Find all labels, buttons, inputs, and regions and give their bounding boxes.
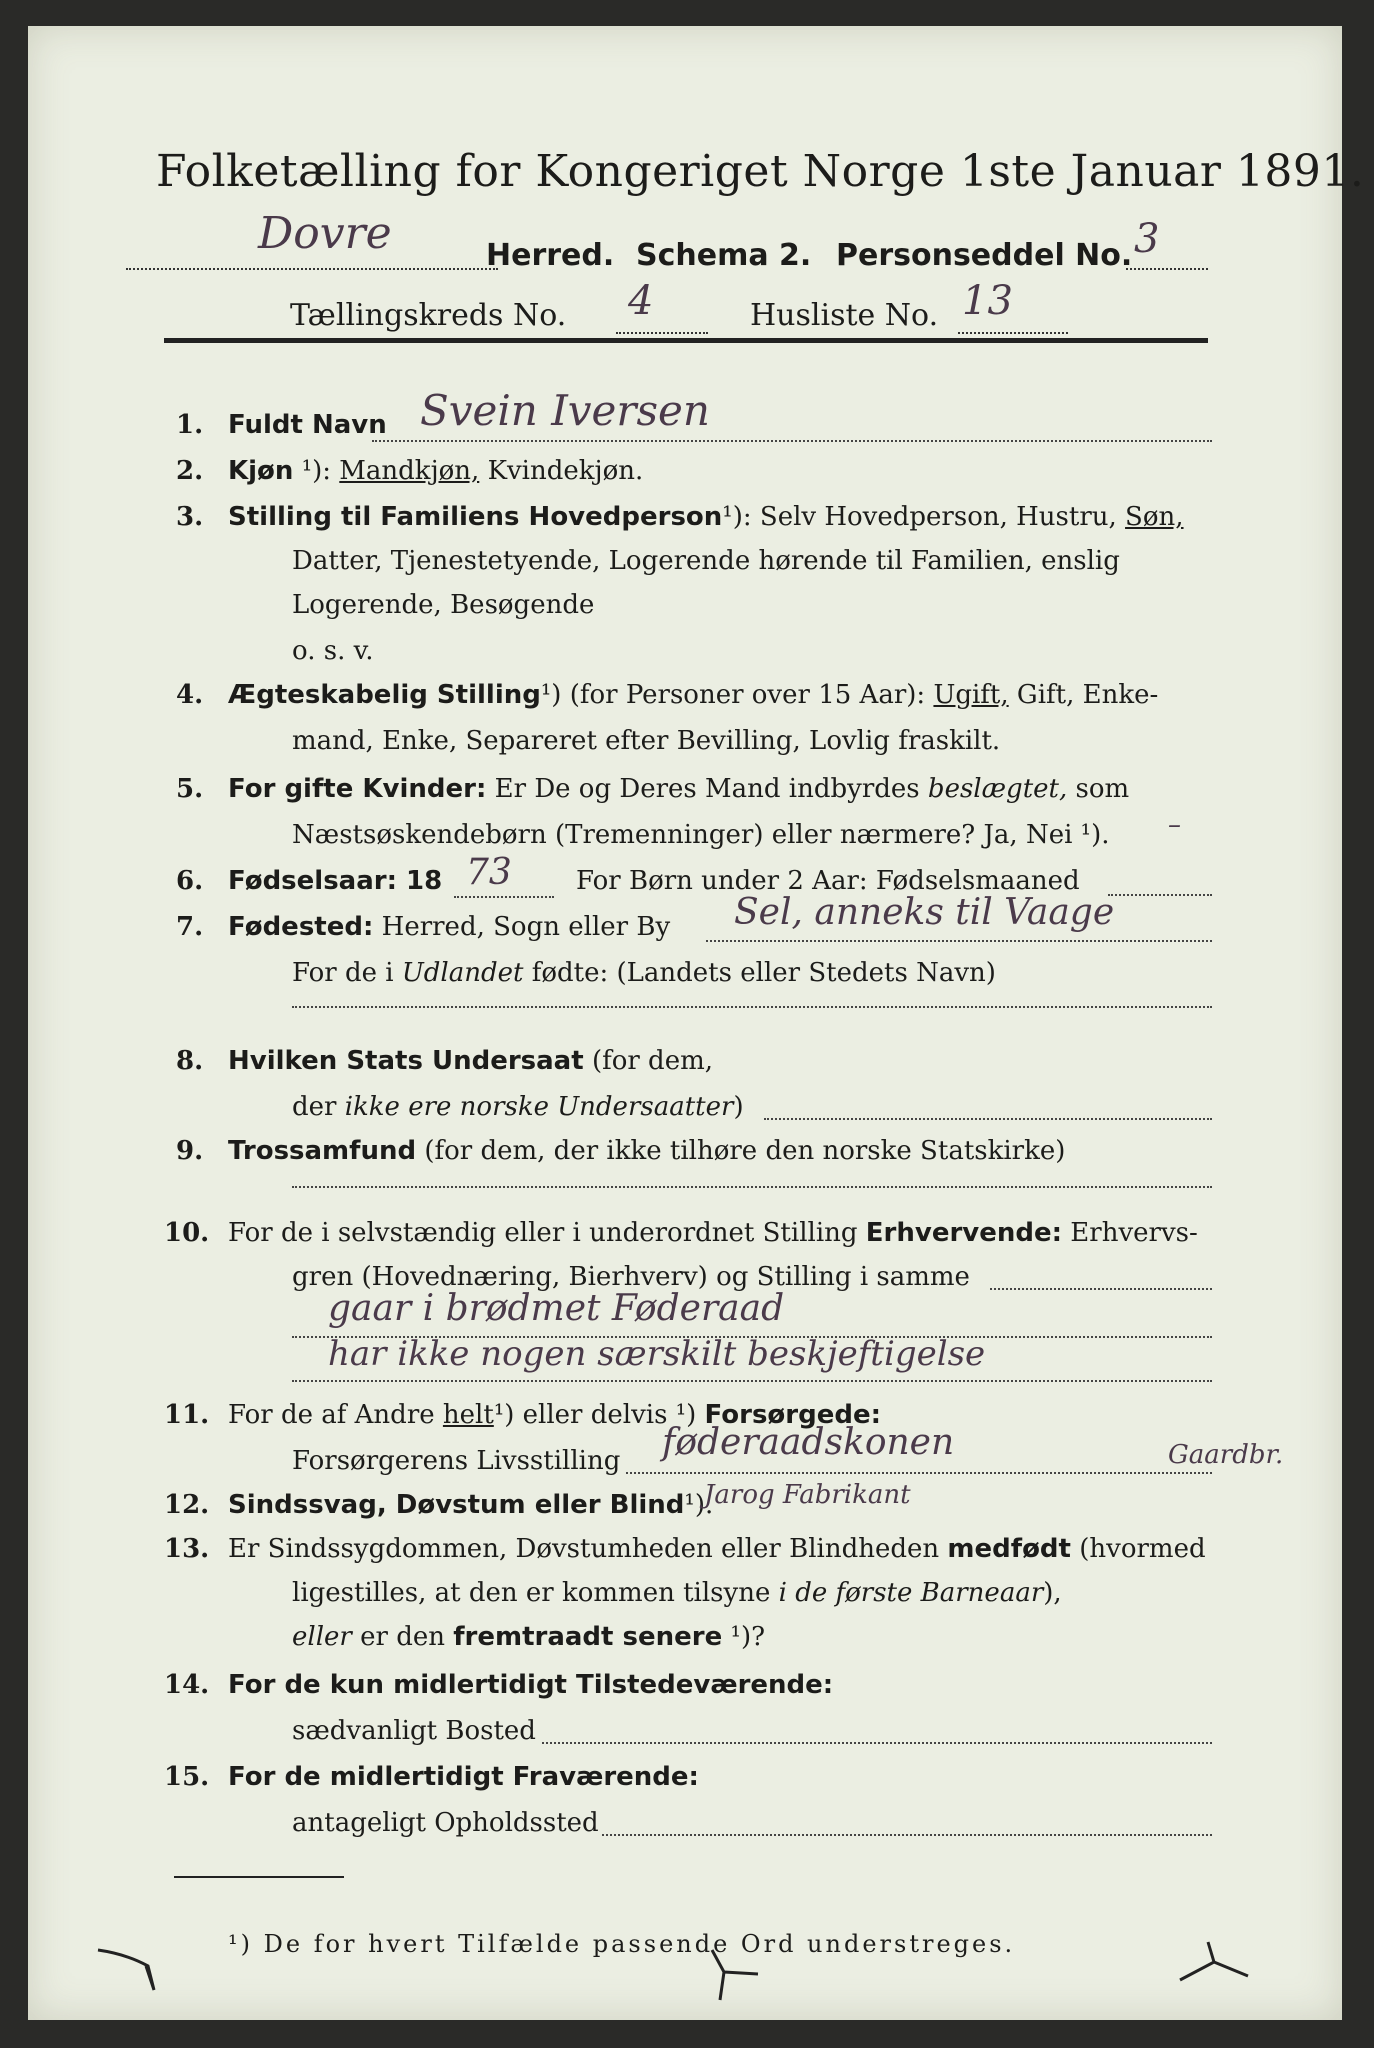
q15-label: For de midlertidigt Fraværende: — [228, 1762, 699, 1792]
form-title: Folketælling for Kongeriget Norge 1ste Januar 1891. — [156, 146, 1365, 197]
q3-row1 — [228, 502, 1184, 532]
q9-text: (for dem, der ikke tilhøre den norske Statskirke) — [424, 1136, 1066, 1166]
q4-label: Ægteskabelig Stilling — [228, 680, 541, 710]
q9-number: 9. — [176, 1136, 204, 1166]
q7-line2ital: Udlandet — [401, 958, 524, 988]
q11-line — [626, 1472, 1212, 1474]
q8-text: (for dem, — [591, 1046, 713, 1076]
q6-year-line — [454, 896, 554, 898]
q5-row1 — [228, 774, 1129, 804]
census-form — [28, 26, 1365, 2020]
q11-provider-value: føderaadskonen — [662, 1422, 955, 1463]
q11-label: Forsørgede: — [704, 1400, 881, 1430]
q10-text1: For de i selvstændig eller i underordnet Stilling — [228, 1218, 858, 1248]
q12-row1 — [228, 1490, 713, 1520]
q13-row3 — [292, 1622, 765, 1652]
q3-label: Stilling til Familiens Hovedperson — [228, 502, 723, 532]
q10-number: 10. — [164, 1218, 210, 1248]
q10-line-c — [292, 1380, 1212, 1382]
kreds-field — [616, 278, 708, 334]
q8-row1 — [228, 1046, 713, 1076]
header-rule — [164, 338, 1208, 343]
q9-row1 — [228, 1136, 1065, 1166]
q8-line2ital: ikke ere norske Undersaatter — [344, 1092, 734, 1122]
q7-line2a: For de i — [292, 958, 394, 988]
q5-italic: beslægtet, — [927, 774, 1068, 804]
q13-line3label: fremtraadt senere — [453, 1622, 723, 1652]
q2-number: 2. — [176, 456, 204, 486]
q11-number: 11. — [164, 1400, 210, 1430]
q10-occupation-value2: har ikke nogen særskilt beskjeftigelse — [328, 1334, 986, 1374]
personseddel-field — [1126, 216, 1208, 270]
q13-line2ital: i de første Barneaar — [778, 1578, 1044, 1608]
q11-line2: Forsørgerens Livsstilling — [292, 1446, 621, 1476]
q11-text1: For de af Andre — [228, 1400, 435, 1430]
herred-field — [126, 204, 498, 270]
q11-option-fully: helt — [442, 1400, 494, 1430]
q6-rest: For Børn under 2 Aar: Fødselsmaaned — [576, 866, 1080, 896]
corner-mark-right — [1178, 1936, 1258, 1996]
q8-line2a: der — [292, 1092, 337, 1122]
q10-row1 — [228, 1218, 1198, 1248]
q3-line4: o. s. v. — [292, 636, 374, 666]
q3-option-son: Søn, — [1125, 502, 1184, 532]
q12-sup: ¹). — [684, 1490, 714, 1520]
q13-text1b: (hvormed — [1079, 1534, 1206, 1564]
q5-mark: – — [1168, 810, 1181, 840]
q7-line — [706, 940, 1212, 942]
q1-label: Fuldt Navn — [228, 410, 387, 440]
q7-row1 — [228, 912, 670, 942]
q2-option-male: Mandkjøn, — [339, 456, 480, 486]
q8-line — [764, 1118, 1212, 1120]
schema-label: Schema 2. — [636, 238, 812, 273]
q13-line2b: ), — [1043, 1578, 1062, 1608]
q7-number: 7. — [176, 912, 204, 942]
q7-label: Fødested: — [228, 912, 374, 942]
q9-label: Trossamfund — [228, 1136, 417, 1166]
q13-number: 13. — [164, 1534, 210, 1564]
q6-label: Fødselsaar: 18 — [228, 866, 443, 896]
q11-provider-value2: Gaardbr. — [1168, 1440, 1284, 1470]
q5-number: 5. — [176, 774, 204, 804]
q3-line2: Datter, Tjenestetyende, Logerende hørende til Familien, enslig — [292, 546, 1120, 576]
q4-line2: mand, Enke, Separeret efter Bevilling, Lovlig fraskilt. — [292, 726, 1001, 756]
q3-number: 3. — [176, 502, 204, 532]
q10-line2: gren (Hovednæring, Bierhverv) og Stilling i samme — [292, 1262, 970, 1292]
q2-row — [228, 456, 643, 486]
q4-sup: ¹) — [540, 680, 562, 710]
q15-number: 15. — [164, 1762, 210, 1792]
corner-mark-center — [702, 1944, 772, 2014]
husliste-field — [958, 278, 1068, 334]
q2-option-female: Kvindekjøn. — [487, 456, 644, 486]
q8-number: 8. — [176, 1046, 204, 1076]
q14-label: For de kun midlertidigt Tilstedeværende: — [228, 1670, 834, 1700]
q6-month-line — [1108, 894, 1212, 896]
personseddel-label: Personseddel No. — [836, 238, 1133, 273]
q7-text: Herred, Sogn eller By — [381, 912, 671, 942]
q13-row2 — [292, 1578, 1062, 1608]
q10-line-a — [990, 1288, 1212, 1290]
q10-occupation-value: gaar i brødmet Føderaad — [328, 1288, 785, 1329]
q5-label: For gifte Kvinder: — [228, 774, 487, 804]
q13-line3b: ¹)? — [730, 1622, 766, 1652]
q15-line2: antageligt Opholdssted — [292, 1808, 599, 1838]
q5-line2: Næstsøskendebørn (Tremenninger) eller nærmere? Ja, Nei ¹). — [292, 820, 1110, 850]
husliste-value: 13 — [962, 278, 1013, 324]
q14-line2: sædvanligt Bosted — [292, 1716, 536, 1746]
q14-line — [542, 1742, 1212, 1744]
q2-sup: ¹): — [301, 456, 332, 486]
q5-text1b: som — [1075, 774, 1130, 804]
q7-abroad-line — [292, 1006, 1212, 1008]
q13-line3ital: eller — [292, 1622, 352, 1652]
q8-label: Hvilken Stats Undersaat — [228, 1046, 584, 1076]
q1-number: 1. — [176, 410, 204, 440]
q7-row2 — [292, 958, 996, 988]
q13-text1: Er Sindssygdommen, Døvstumheden eller Blindheden — [228, 1534, 940, 1564]
q11-text1b: eller delvis ¹) — [522, 1400, 697, 1430]
q12-number: 12. — [164, 1490, 210, 1520]
footnote-rule — [174, 1876, 344, 1878]
kreds-label: Tællingskreds No. — [290, 298, 567, 333]
q10-label: Erhvervende: — [865, 1218, 1063, 1248]
footnote: ¹) De for hvert Tilfælde passende Ord understreges. — [228, 1930, 1016, 1958]
herred-label: Herred. — [486, 238, 615, 273]
q7-birthplace-value: Sel, anneks til Vaage — [734, 892, 1115, 933]
q4-post: Gift, Enke- — [1016, 680, 1159, 710]
husliste-label: Husliste No. — [750, 298, 939, 333]
q10-text1b: Erhvervs- — [1070, 1218, 1198, 1248]
q2-label: Kjøn — [228, 456, 294, 486]
q8-line2b: ) — [733, 1092, 744, 1122]
q1-name-value: Svein Iversen — [420, 386, 710, 435]
q13-row1 — [228, 1534, 1206, 1564]
q6-year-value: 73 — [466, 852, 512, 893]
herred-value: Dovre — [258, 208, 392, 259]
q4-pre: (for Personer over 15 Aar): — [569, 680, 926, 710]
corner-mark-left — [96, 1936, 196, 2016]
q3-line3: Logerende, Besøgende — [292, 590, 595, 620]
q7-line2b: fødte: (Landets eller Stedets Navn) — [531, 958, 996, 988]
q4-row1 — [228, 680, 1158, 710]
q1-line — [372, 440, 1212, 442]
q3-sup: ¹): — [722, 502, 752, 532]
q13-label: medfødt — [947, 1534, 1071, 1564]
q8-row2 — [292, 1092, 744, 1122]
personseddel-value: 3 — [1134, 216, 1160, 262]
q13-line3a: er den — [360, 1622, 445, 1652]
q6-number: 6. — [176, 866, 204, 896]
q11-sup: ¹) — [493, 1400, 515, 1430]
q3-line1: Selv Hovedperson, Hustru, — [759, 502, 1117, 532]
q4-number: 4. — [176, 680, 204, 710]
q15-line — [602, 1834, 1212, 1836]
q13-line2a: ligestilles, at den er kommen tilsyne — [292, 1578, 771, 1608]
q12-label: Sindssvag, Døvstum eller Blind — [228, 1490, 685, 1520]
q9-line — [292, 1186, 1212, 1188]
q5-text1: Er De og Deres Mand indbyrdes — [494, 774, 920, 804]
q12-value: Jarog Fabrikant — [704, 1480, 911, 1510]
kreds-value: 4 — [628, 278, 654, 324]
q4-option-unmarried: Ugift, — [933, 680, 1009, 710]
q14-number: 14. — [164, 1670, 210, 1700]
